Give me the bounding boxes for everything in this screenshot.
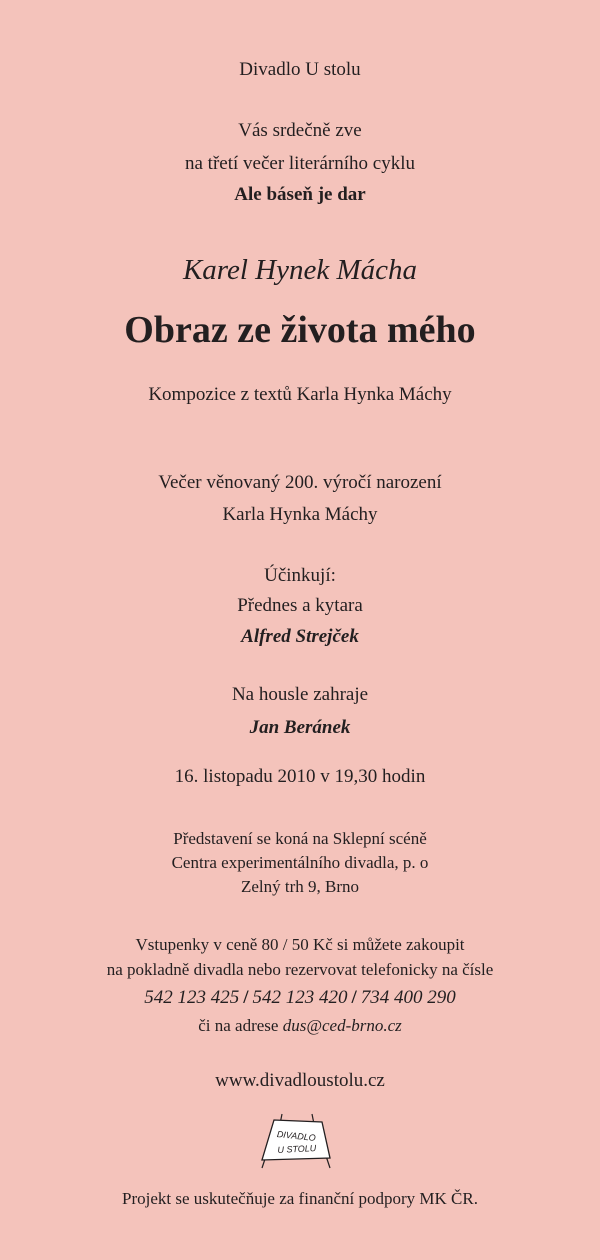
venue-line-2: Centra experimentálního divadla, p. o — [171, 853, 429, 872]
invite-line-2: na třetí večer literárního cyklu — [184, 153, 415, 174]
author-name: Karel Hynek Mácha — [182, 254, 418, 286]
phone-separator-2: / — [351, 987, 357, 1008]
venue-line-1: Představení se koná na Sklepní scéně — [173, 829, 427, 848]
cast-performer-1: Alfred Strejček — [241, 626, 359, 647]
cast-role-2: Na housle zahraje — [231, 684, 369, 705]
cast-performer-2: Jan Beránek — [249, 717, 351, 738]
website-link[interactable]: www.divadloustolu.cz — [215, 1070, 385, 1091]
tickets-line-2: na pokladně divadla nebo rezervovat telefonicky na čísle — [106, 960, 494, 979]
logo-text-line-1: DIVADLO — [276, 1129, 317, 1144]
tickets-line-1: Vstupenky v ceně 80 / 50 Kč si můžete zakoupit — [135, 935, 465, 954]
page-title: Obraz ze života mého — [124, 309, 476, 351]
cast-heading: Účinkují: — [264, 565, 336, 586]
phone-number-3[interactable]: 734 400 290 — [360, 987, 456, 1008]
event-datetime: 16. listopadu 2010 v 19,30 hodin — [174, 766, 426, 787]
theatre-logo — [252, 1112, 340, 1172]
cycle-name: Ale báseň je dar — [234, 184, 366, 205]
invite-line-1: Vás srdečně zve — [238, 120, 362, 141]
subtitle: Kompozice z textů Karla Hynka Máchy — [148, 384, 452, 405]
phone-numbers — [0, 986, 600, 1010]
email-line — [0, 1014, 600, 1038]
phone-separator-1: / — [243, 987, 249, 1008]
cast-role-1: Přednes a kytara — [237, 595, 363, 616]
email-link[interactable]: dus@ced-brno.cz — [282, 1016, 402, 1035]
support-note: Projekt se uskutečňuje za finanční podpory MK ČR. — [122, 1189, 478, 1208]
phone-number-1[interactable]: 542 123 425 — [144, 987, 240, 1008]
theatre-name: Divadlo U stolu — [239, 59, 361, 80]
dedication-line-1: Večer věnovaný 200. výročí narození — [158, 472, 442, 493]
dedication-line-2: Karla Hynka Máchy — [222, 504, 378, 525]
phone-number-2[interactable]: 542 123 420 — [252, 987, 348, 1008]
email-prefix: či na adrese — [198, 1016, 279, 1035]
venue-line-3: Zelný trh 9, Brno — [240, 877, 360, 896]
logo-text-line-2: U STOLU — [277, 1142, 317, 1156]
